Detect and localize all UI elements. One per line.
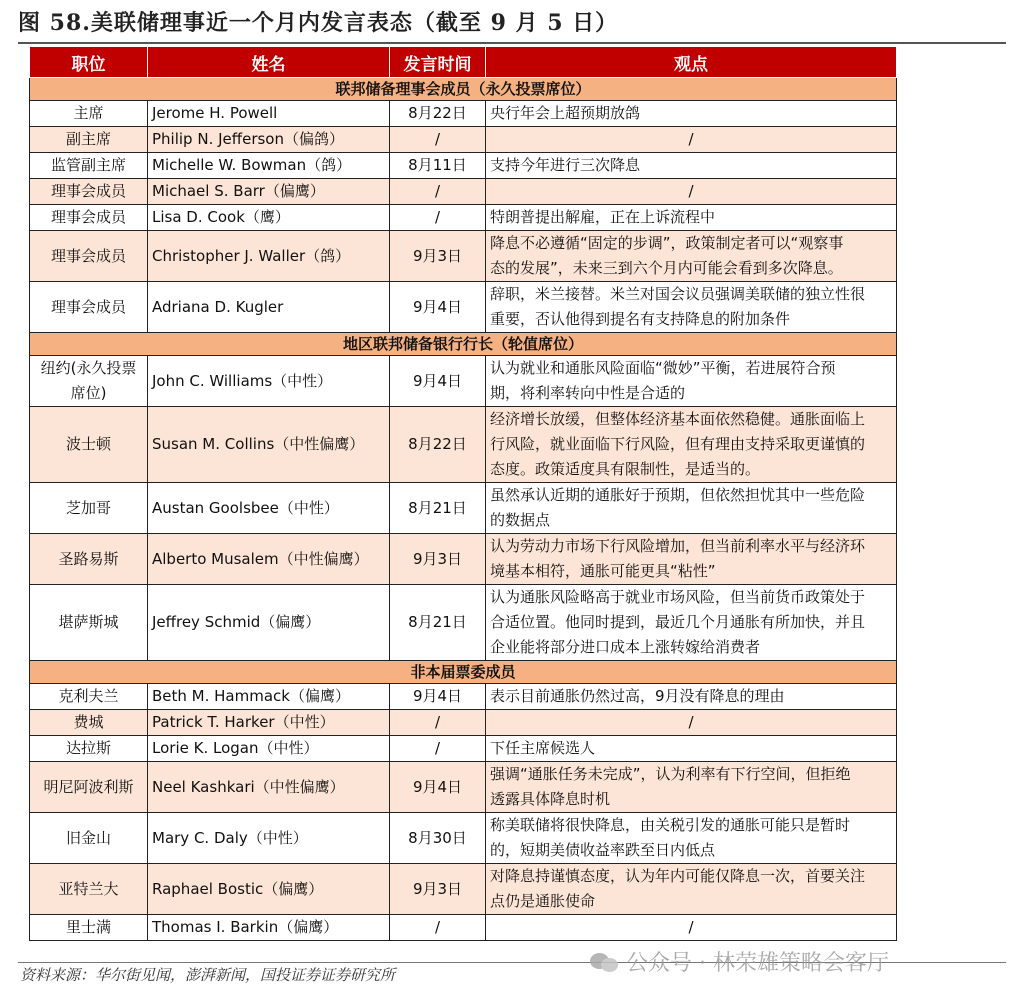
name-cell: Lorie K. Logan（中性） (148, 736, 390, 762)
view-cell (486, 915, 897, 941)
table-row (30, 407, 897, 483)
view-line: 虽然承认近期的通胀好于预期，但依然担忧其中一些危险 (490, 486, 866, 504)
name-cell: Patrick T. Harker（中性） (148, 710, 390, 736)
view-line: 的，短期美债收益率跌至日内低点 (490, 841, 716, 859)
date-cell: / (390, 736, 486, 762)
view-line: 表示目前通胀仍然过高，9月没有降息的理由 (490, 687, 785, 705)
position-cell: 副主席 (30, 127, 148, 153)
section-row (30, 661, 897, 684)
name-cell: Alberto Musalem（中性偏鹰） (148, 534, 390, 585)
section-row (30, 78, 897, 101)
section-label: 地区联邦储备银行行长（轮值席位） (30, 333, 897, 356)
view-line: 特朗普提出解雇，正在上诉流程中 (490, 208, 716, 226)
date-cell: 8月22日 (390, 101, 486, 127)
view-line: 透露具体降息时机 (490, 790, 611, 808)
view-line: 辞职，米兰接替。米兰对国会议员强调美联储的独立性很 (490, 285, 866, 303)
date-cell: 9月4日 (390, 762, 486, 813)
date-cell: / (390, 915, 486, 941)
position-cell: 明尼阿波利斯 (30, 762, 148, 813)
header-view: 观点 (486, 47, 897, 78)
position-line: 纽约(永久投票 (40, 359, 137, 377)
position-line: 席位) (70, 384, 107, 402)
view-line: 央行年会上超预期放鸽 (490, 104, 641, 122)
table-row (30, 153, 897, 179)
wechat-icon (590, 950, 620, 974)
name-cell: Austan Goolsbee（中性） (148, 483, 390, 534)
table-row (30, 684, 897, 710)
watermark (590, 946, 889, 977)
position-cell: 克利夫兰 (30, 684, 148, 710)
position-cell: 堪萨斯城 (30, 585, 148, 661)
date-cell: 8月11日 (390, 153, 486, 179)
view-line: / (688, 130, 694, 148)
view-line: 点仍是通胀使命 (490, 892, 596, 910)
date-cell: 8月22日 (390, 407, 486, 483)
table-row (30, 231, 897, 282)
date-cell: / (390, 710, 486, 736)
name-cell: Adriana D. Kugler (148, 282, 390, 333)
table-row (30, 762, 897, 813)
view-cell (486, 534, 897, 585)
view-cell (486, 179, 897, 205)
view-line: 支持今年进行三次降息 (490, 156, 641, 174)
view-line: 态度。政策适度具有限制性，是适当的。 (490, 460, 761, 478)
table-row (30, 127, 897, 153)
date-cell: 9月3日 (390, 231, 486, 282)
table-row (30, 915, 897, 941)
date-cell: 8月21日 (390, 483, 486, 534)
date-cell: 9月4日 (390, 356, 486, 407)
view-cell (486, 356, 897, 407)
figure-title: 图 58.美联储理事近一个月内发言表态（截至 9 月 5 日） (18, 10, 619, 36)
title-rule (18, 42, 1006, 44)
position-cell: 芝加哥 (30, 483, 148, 534)
header-date: 发言时间 (390, 47, 486, 78)
position-cell: 圣路易斯 (30, 534, 148, 585)
date-cell: 9月3日 (390, 534, 486, 585)
name-cell: Thomas I. Barkin（偏鹰） (148, 915, 390, 941)
view-cell (486, 736, 897, 762)
name-cell: John C. Williams（中性） (148, 356, 390, 407)
name-cell: Neel Kashkari（中性偏鹰） (148, 762, 390, 813)
view-cell (486, 127, 897, 153)
view-line: / (688, 713, 694, 731)
table-row (30, 710, 897, 736)
view-line: 降息不必遵循“固定的步调”，政策制定者可以“观察事 (490, 234, 844, 252)
header-row (30, 47, 897, 78)
view-line: 认为就业和通胀风险面临“微妙”平衡，若进展符合预 (490, 359, 836, 377)
table-row (30, 585, 897, 661)
header-position: 职位 (30, 47, 148, 78)
name-cell: Jerome H. Powell (148, 101, 390, 127)
view-cell (486, 684, 897, 710)
view-line: 态的发展”，未来三到六个月内可能会看到多次降息。 (490, 259, 843, 277)
date-cell: / (390, 179, 486, 205)
date-cell: 9月4日 (390, 684, 486, 710)
view-cell (486, 407, 897, 483)
position-cell: 里士满 (30, 915, 148, 941)
view-cell (486, 153, 897, 179)
table-row (30, 736, 897, 762)
date-cell: 8月30日 (390, 813, 486, 864)
view-line: 认为劳动力市场下行风险增加，但当前利率水平与经济环 (490, 537, 866, 555)
view-cell (486, 231, 897, 282)
position-cell: 达拉斯 (30, 736, 148, 762)
header-name: 姓名 (148, 47, 390, 78)
table-row (30, 205, 897, 231)
position-cell (30, 356, 148, 407)
name-cell: Raphael Bostic（偏鹰） (148, 864, 390, 915)
view-cell (486, 864, 897, 915)
section-label: 非本届票委成员 (30, 661, 897, 684)
table-body (30, 78, 897, 941)
view-line: 境基本相符，通胀可能更具“粘性” (490, 562, 716, 580)
table-row (30, 356, 897, 407)
view-line: / (688, 918, 694, 936)
position-cell: 理事会成员 (30, 205, 148, 231)
name-cell: Philip N. Jefferson（偏鸽） (148, 127, 390, 153)
view-cell (486, 585, 897, 661)
position-cell: 波士顿 (30, 407, 148, 483)
view-line: 称美联储将很快降息，由关税引发的通胀可能只是暂时 (490, 816, 851, 834)
view-line: 强调“通胀任务未完成”，认为利率有下行空间，但拒绝 (490, 765, 851, 783)
table-row (30, 813, 897, 864)
table-row (30, 864, 897, 915)
view-cell (486, 282, 897, 333)
name-cell: Jeffrey Schmid（偏鹰） (148, 585, 390, 661)
view-line: / (688, 182, 694, 200)
position-cell: 主席 (30, 101, 148, 127)
date-cell: 9月4日 (390, 282, 486, 333)
view-line: 行风险，就业面临下行风险，但有理由支持采取更谨慎的 (490, 435, 866, 453)
view-line: 下任主席候选人 (490, 739, 596, 757)
date-cell: 8月21日 (390, 585, 486, 661)
view-line: 经济增长放缓，但整体经济基本面依然稳健。通胀面临上 (490, 410, 866, 428)
table-row (30, 101, 897, 127)
view-cell (486, 710, 897, 736)
position-cell: 旧金山 (30, 813, 148, 864)
view-line: 合适位置。他同时提到，最近几个月通胀有所加快，并且 (490, 613, 866, 631)
view-line: 认为通胀风险略高于就业市场风险，但当前货币政策处于 (490, 588, 866, 606)
view-cell (486, 483, 897, 534)
view-cell (486, 205, 897, 231)
date-cell: 9月3日 (390, 864, 486, 915)
view-line: 重要，否认他得到提名有支持降息的附加条件 (490, 310, 791, 328)
name-cell: Christopher J. Waller（鸽） (148, 231, 390, 282)
view-line: 的数据点 (490, 511, 551, 529)
watermark-text: 公众号 · 林荣雄策略会客厅 (626, 951, 889, 976)
position-cell: 费城 (30, 710, 148, 736)
view-cell (486, 101, 897, 127)
name-cell: Mary C. Daly（中性） (148, 813, 390, 864)
position-cell: 理事会成员 (30, 179, 148, 205)
table-row (30, 282, 897, 333)
view-line: 对降息持谨慎态度，认为年内可能仅降息一次，首要关注 (490, 867, 866, 885)
name-cell: Lisa D. Cook（鹰） (148, 205, 390, 231)
view-line: 期，将利率转向中性是合适的 (490, 384, 686, 402)
table-row (30, 179, 897, 205)
view-cell (486, 813, 897, 864)
name-cell: Beth M. Hammack（偏鹰） (148, 684, 390, 710)
source-note: 资料来源：华尔街见闻，澎湃新闻，国投证券证券研究所 (20, 966, 396, 984)
position-cell: 亚特兰大 (30, 864, 148, 915)
table-row (30, 483, 897, 534)
position-cell: 理事会成员 (30, 231, 148, 282)
fed-speech-table (29, 46, 897, 941)
position-cell: 监管副主席 (30, 153, 148, 179)
name-cell: Michelle W. Bowman（鸽） (148, 153, 390, 179)
date-cell: / (390, 205, 486, 231)
name-cell: Michael S. Barr（偏鹰） (148, 179, 390, 205)
view-line: 企业能将部分进口成本上涨转嫁给消费者 (490, 638, 761, 656)
table-row (30, 534, 897, 585)
section-label: 联邦储备理事会成员（永久投票席位） (30, 78, 897, 101)
name-cell: Susan M. Collins（中性偏鹰） (148, 407, 390, 483)
position-cell: 理事会成员 (30, 282, 148, 333)
date-cell: / (390, 127, 486, 153)
view-cell (486, 762, 897, 813)
section-row (30, 333, 897, 356)
